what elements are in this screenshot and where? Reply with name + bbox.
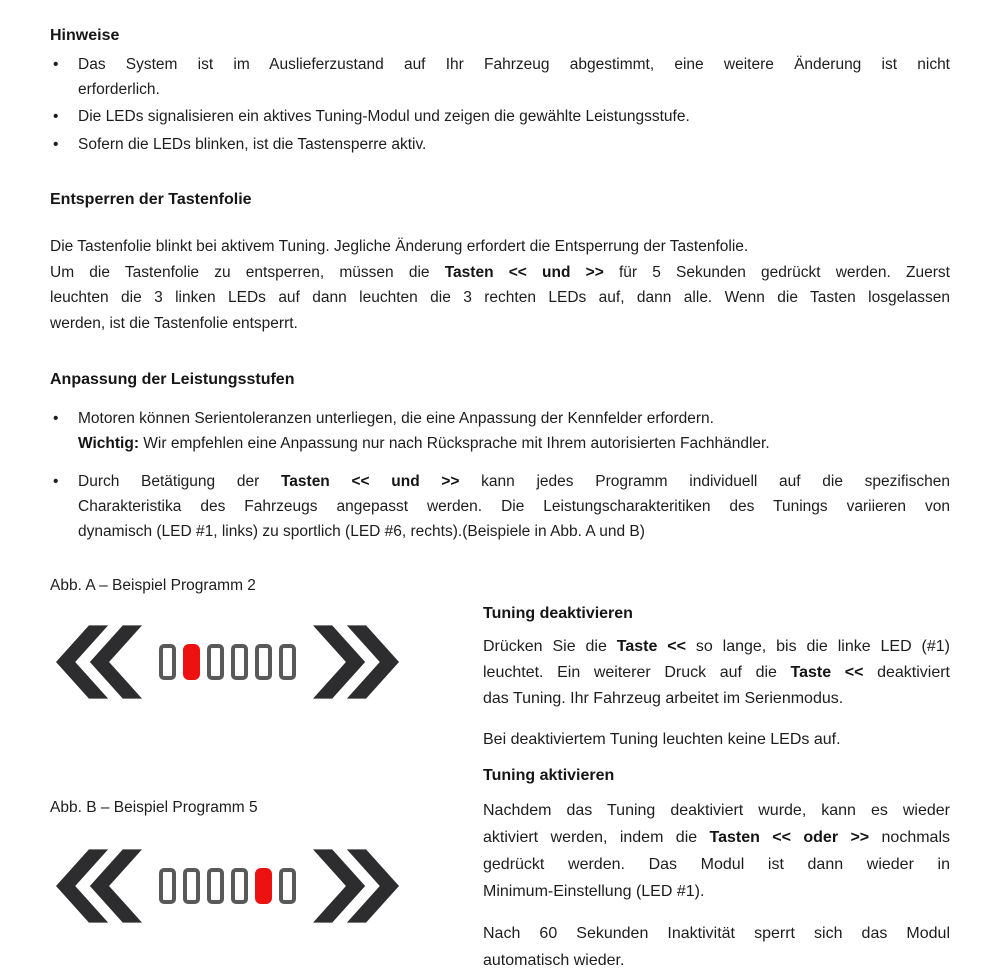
- paragraph-aktivieren: [483, 797, 950, 905]
- paragraph-deaktivieren-note: Bei deaktiviertem Tuning leuchten keine LEDs auf.: [483, 731, 841, 748]
- text-line: Charakteristika des Fahrzeugs angepasst werden. Die Leistungscharakteritiken des Tunings variieren von: [78, 498, 950, 515]
- section-heading-anpassung: Anpassung der Leistungsstufen: [50, 371, 295, 388]
- double-chevron-right-icon: [313, 847, 399, 925]
- text-line: Drücken Sie die Taste << so lange, bis die linke LED (#1): [483, 638, 951, 655]
- text-line: leuchten die 3 linken LEDs auf dann leuchten die 3 rechten LEDs auf, dann alle. Wenn die Tasten losgelassen: [50, 289, 950, 306]
- instructions-column: [483, 576, 950, 974]
- paragraph-deaktivieren: [483, 634, 950, 712]
- led-indicator-5: [255, 868, 272, 904]
- list-item: [50, 53, 950, 102]
- text-line: dynamisch (LED #1, links) zu sportlich (LED #6, rechts).(Beispiele in Abb. A und B): [78, 523, 645, 540]
- figure-a: [56, 620, 483, 704]
- paragraph-entsperren: [50, 234, 950, 336]
- double-chevron-left-icon: [56, 623, 142, 701]
- paragraph-aktivieren-timeout: [483, 920, 950, 974]
- text-line: Wichtig: Wir empfehlen eine Anpassung nur nach Rücksprache mit Ihrem autorisierten Fachhändler.: [78, 435, 770, 452]
- text-line: Nach 60 Sekunden Inaktivität sperrt sich das Modul: [483, 925, 950, 942]
- figure-a-label: Abb. A – Beispiel Programm 2: [50, 577, 256, 594]
- text-line: • Motoren können Serientoleranzen unterliegen, die eine Anpassung der Kennfelder erfordern.: [78, 410, 714, 427]
- led-indicator-1: [159, 644, 176, 680]
- text-line: aktiviert werden, indem die Tasten << oder >> nochmals: [483, 829, 951, 846]
- text-line: gedrückt werden. Das Modul ist dann wieder in: [483, 856, 950, 873]
- led-indicator-6: [279, 868, 296, 904]
- section-heading-aktivieren: Tuning aktivieren: [483, 767, 615, 784]
- hinweise-list: [50, 53, 950, 157]
- text-line: erforderlich.: [78, 80, 160, 98]
- list-item: [50, 105, 950, 130]
- text-line: Um die Tastenfolie zu entsperren, müssen die Tasten << und >> für 5 Sekunden gedrückt werden. Zuerst: [50, 263, 950, 281]
- bold-run: Taste <<: [790, 664, 864, 681]
- list-item: [50, 406, 950, 456]
- text-line: Die Tastenfolie blinkt bei aktivem Tuning. Jegliche Änderung erfordert die Entsperrung der Tastenfolie.: [50, 238, 749, 255]
- list-item: [50, 133, 950, 158]
- text-line: automatisch wieder.: [483, 952, 625, 969]
- bold-run: Tasten << und >>: [444, 263, 604, 281]
- led-indicator-2: [183, 644, 200, 680]
- bold-run: Tasten << und >>: [280, 473, 460, 490]
- led-indicator-1: [159, 868, 176, 904]
- text-line: Minimum-Einstellung (LED #1).: [483, 883, 705, 900]
- section-heading-hinweise: Hinweise: [50, 27, 120, 44]
- figure-b: [56, 844, 483, 928]
- led-indicator-5: [255, 644, 272, 680]
- double-chevron-left-icon: [56, 847, 142, 925]
- list-item: [50, 469, 950, 544]
- text-line: • Durch Betätigung der Tasten << und >> kann jedes Programm individuell auf die spezifischen: [78, 473, 950, 490]
- section-heading-deaktivieren: Tuning deaktivieren: [483, 605, 633, 622]
- text-line: werden, ist die Tastenfolie entsperrt.: [50, 314, 298, 332]
- text-line: • Die LEDs signalisieren ein aktives Tuning-Modul und zeigen die gewählte Leistungsstufe.: [78, 108, 690, 125]
- bold-run: Wichtig:: [78, 435, 139, 452]
- text-line: Nachdem das Tuning deaktiviert wurde, kann es wieder: [483, 802, 950, 819]
- figure-b-label: Abb. B – Beispiel Programm 5: [50, 799, 258, 816]
- led-strip: [159, 868, 296, 904]
- led-strip: [159, 644, 296, 680]
- led-indicator-4: [231, 868, 248, 904]
- led-indicator-4: [231, 644, 248, 680]
- led-indicator-6: [279, 644, 296, 680]
- led-indicator-3: [207, 644, 224, 680]
- text-line: • Sofern die LEDs blinken, ist die Tastensperre aktiv.: [78, 135, 427, 153]
- section-heading-entsperren: Entsperren der Tastenfolie: [50, 191, 252, 208]
- figures-and-instructions: [50, 576, 950, 974]
- text-line: • Das System ist im Auslieferzustand auf Ihr Fahrzeug abgestimmt, eine weitere Änderung ist nicht: [78, 56, 950, 73]
- double-chevron-right-icon: [313, 623, 399, 701]
- text-line: leuchtet. Ein weiterer Druck auf die Taste << deaktiviert: [483, 664, 950, 681]
- bold-run: Tasten << oder >>: [709, 829, 870, 846]
- figures-column: [50, 576, 483, 974]
- led-indicator-3: [207, 868, 224, 904]
- text-line: das Tuning. Ihr Fahrzeug arbeitet im Serienmodus.: [483, 690, 844, 707]
- led-indicator-2: [183, 868, 200, 904]
- bold-run: Taste <<: [616, 638, 686, 655]
